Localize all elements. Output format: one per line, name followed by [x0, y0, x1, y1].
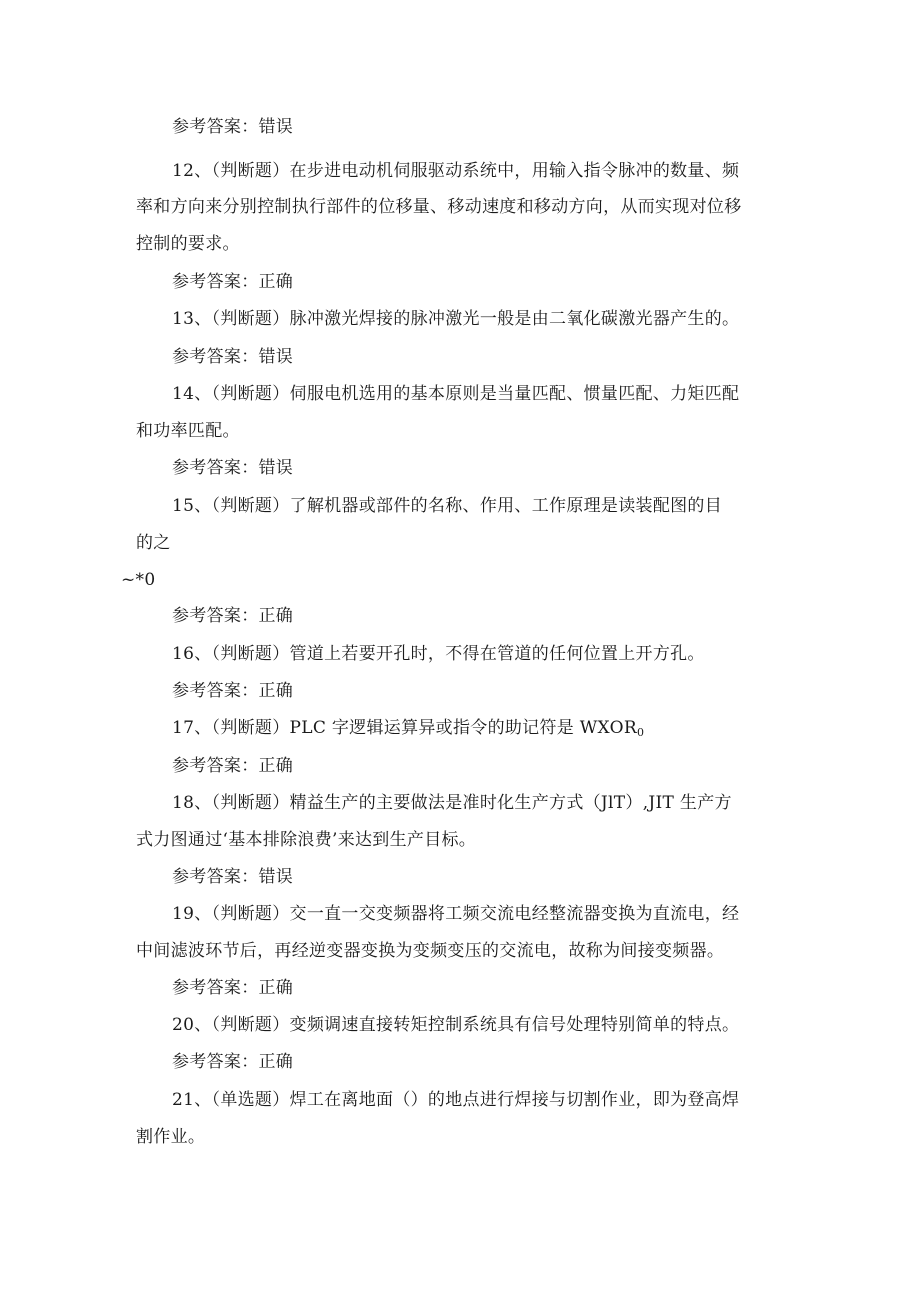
- answer-value: 错误: [258, 347, 294, 367]
- answer-prefix: 参考答案：: [172, 756, 259, 776]
- question-20-line-1: 20、（判断题）变频调速直接转矩控制系统具有信号处理特别简单的特点。: [172, 1015, 740, 1035]
- question-18-line-2: 式力图通过‘基本排除浪费’来达到生产目标。: [136, 830, 477, 850]
- question-18-line-1: 18、（判断题）精益生产的主要做法是准时化生产方式（JlT）,JIT 生产方: [172, 793, 732, 813]
- question-19-line-2: 中间滤波环节后，再经逆变器变换为变频变压的交流电，故称为间接变频器。: [136, 941, 725, 961]
- answer-line: [172, 866, 293, 888]
- answer-prefix: 参考答案：: [172, 347, 259, 367]
- question-19-line-1: 19、（判断题）交一直一交变频器将工频交流电经整流器变换为直流电，经: [172, 904, 740, 924]
- question-12-line-1: 12、（判断题）在步进电动机伺服驱动系统中，用输入指令脉冲的数量、频: [172, 161, 740, 181]
- question-14-line-2: 和功率匹配。: [136, 421, 240, 441]
- question-15-line-1: 15、（判断题）了解机器或部件的名称、作用、工作原理是读装配图的目: [172, 496, 723, 516]
- answer-prefix: 参考答案：: [172, 1052, 259, 1072]
- answer-value: 错误: [258, 117, 294, 137]
- question-21-line-1: 21、（单选题）焊工在离地面（）的地点进行焊接与切割作业，即为登高焊: [172, 1090, 740, 1110]
- answer-line: [172, 1051, 293, 1073]
- answer-line: [172, 271, 293, 293]
- question-17-text: 17、（判断题）PLC 字逻辑运算异或指令的助记符是 WXOR: [172, 718, 637, 738]
- answer-value: 正确: [258, 1052, 294, 1072]
- answer-line: [172, 755, 293, 777]
- question-16-line-1: 16、（判断题）管道上若要开孔时，不得在管道的任何位置上开方孔。: [172, 644, 705, 664]
- answer-value: 正确: [258, 272, 294, 292]
- question-12-line-2: 率和方向来分别控制执行部件的位移量、移动速度和移动方向，从而实现对位移: [136, 197, 742, 217]
- answer-prefix: 参考答案：: [172, 978, 259, 998]
- answer-value: 错误: [258, 458, 294, 478]
- answer-value: 正确: [258, 606, 294, 626]
- question-21-line-2: 割作业。: [136, 1127, 206, 1147]
- answer-line: [172, 457, 293, 479]
- answer-value: 正确: [258, 681, 294, 701]
- question-14-line-1: 14、（判断题）伺服电机选用的基本原则是当量匹配、惯量匹配、力矩匹配: [172, 384, 740, 404]
- question-15-line-2: 的之: [136, 533, 171, 553]
- answer-line: [172, 680, 293, 702]
- answer-line: [172, 977, 293, 999]
- answer-prefix: 参考答案：: [172, 606, 259, 626]
- answer-value: 正确: [258, 978, 294, 998]
- answer-prefix: 参考答案：: [172, 458, 259, 478]
- answer-prefix: 参考答案：: [172, 272, 259, 292]
- answer-line: [172, 346, 293, 368]
- question-17-subscript: 0: [637, 726, 645, 739]
- answer-line: [172, 605, 293, 627]
- question-13-line-1: 13、（判断题）脉冲激光焊接的脉冲激光一般是由二氧化碳激光器产生的。: [172, 309, 740, 329]
- answer-prefix: 参考答案：: [172, 867, 259, 887]
- question-17-line-1: [172, 717, 644, 744]
- answer-value: 错误: [258, 867, 294, 887]
- answer-prefix: 参考答案：: [172, 681, 259, 701]
- question-15-line-3: ~*0: [121, 570, 156, 590]
- question-12-line-3: 控制的要求。: [136, 234, 240, 254]
- answer-line: [172, 116, 293, 138]
- answer-prefix: 参考答案：: [172, 117, 259, 137]
- answer-value: 正确: [258, 756, 294, 776]
